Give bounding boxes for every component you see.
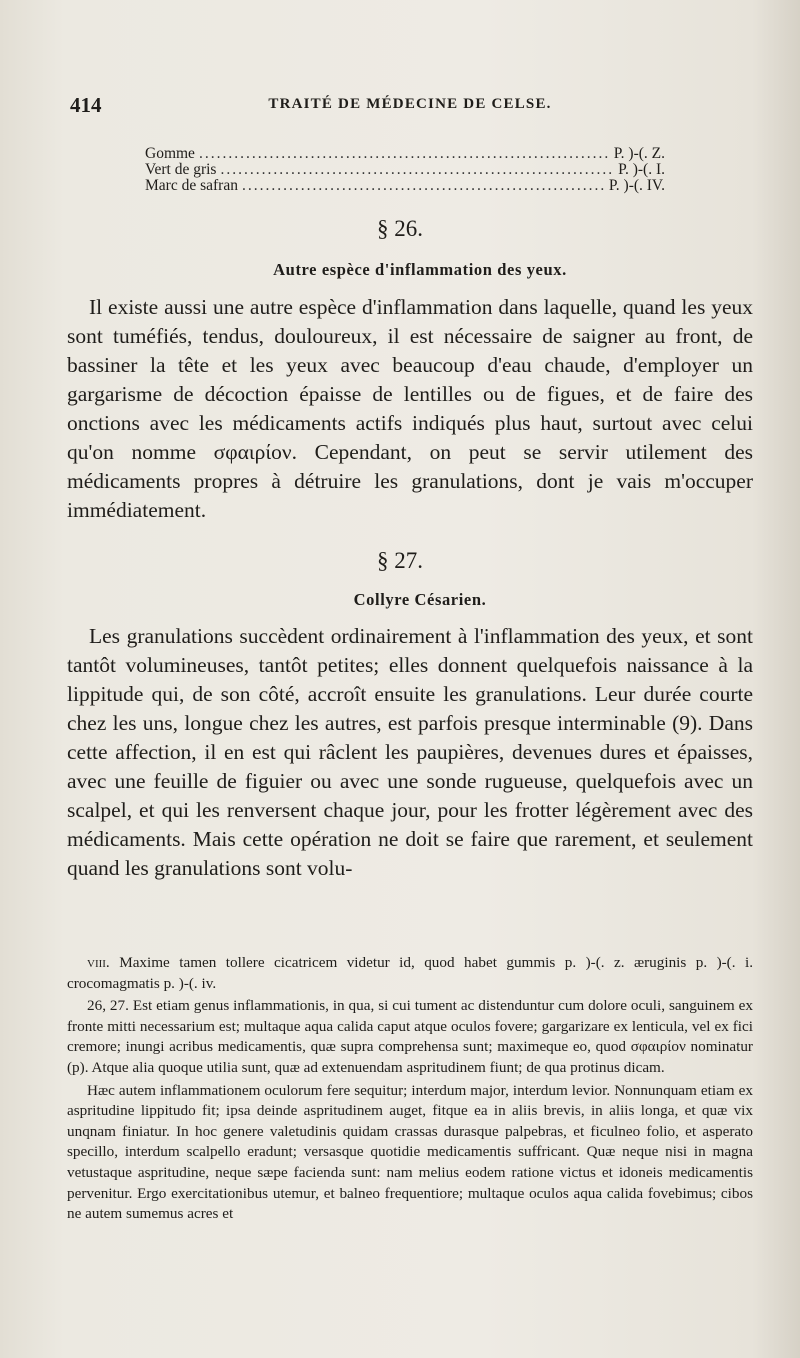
latin-note (67, 953, 753, 994)
section-26-text-b: . Cependant, on peut se servir utilement des médicaments propres à détruire les granulations, dont je vais m'occuper immédiatement. (67, 440, 753, 522)
ingredient-row (145, 178, 665, 194)
ingredient-quantity: P. )-(. I. (618, 162, 665, 178)
section-27-text: Les granulations succèdent ordinairement à l'inflammation des yeux, et sont tantôt volumineuses, tantôt petites; elles donnent quelquefois naissance à la lippitude qui, de son côté, accroît ensuite les granulations. Leur durée courte chez les uns, longue chez les autres, est parfois presque interminable (9). Dans cette affection, il en est qui râclent les paupières, devenues dures et épaisses, avec une feuille de figuier ou avec une sonde rugueuse, quelquefois avec un scalpel, et qui les renversent chaque jour, pour les frotter légèrement avec des médicaments. Mais cette opération ne doit se faire que rarement, et seulement quand les granulations sont volu- (67, 624, 753, 880)
note-text-b: nominatur (p). Atque alia quoque utilia sunt, quæ ad extenuendam aspritudinem fiunt; de qua protinus dicam. (67, 1038, 753, 1076)
latin-note (67, 996, 753, 1078)
section-26-paragraph (67, 293, 753, 525)
leader-dots (220, 162, 614, 178)
running-title: TRAITÉ DE MÉDECINE DE CELSE. (268, 96, 552, 112)
greek-term: σφαιρίον (630, 1038, 686, 1056)
section-26-number: § 26. (377, 216, 423, 241)
note-text: Maxime tamen tollere cicatricem videtur id, quod habet gummis p. )-(. z. æruginis p. )-(. i. crocomagmatis p. )-(. iv. (67, 954, 754, 992)
note-text: Hæc autem inflammationem oculorum fere sequitur; interdum major, interdum levior. Nonnunquam etiam ex aspritudine lippitudo fit; ipsa deinde aspritudinem auget, fitque ea in aliis brevis, in aliis longa, et quæ vix unqnam finiatur. In hoc genere valetudinis quidam crassas durasque palpebras, et ficulneo folio, et asperato specillo, interdum scalpello eradunt; versasque quotidie medicamentis suffricant. Quæ neque nisi in magna vetustaque aspritudine, neque sæpe facienda sunt: nam melius eodem ratione victus et idoneis medicamentis pervenitur. Ergo exercitationibus utemur, et balneo frequentiore; multaque oculos aqua calida fovebimus; cibos ne autem sumemus acres et (67, 1081, 753, 1223)
section-27-number: § 27. (377, 548, 423, 573)
section-26-text-a: Il existe aussi une autre espèce d'inflammation dans laquelle, quand les yeux sont tuméfiés, tendus, douloureux, il est nécessaire de saigner au front, de bassiner la tête et les yeux avec beaucoup d'eau chaude, d'employer un gargarisme de décoction épaisse de lentilles ou de figues, et de faire des onctions avec les médicaments actifs indiqués plus haut, surtout avec celui qu'on nomme (67, 295, 753, 464)
leader-dots (242, 178, 605, 194)
ingredient-row (145, 162, 665, 178)
page-number: 414 (70, 93, 102, 117)
section-27-paragraph (67, 622, 753, 883)
ingredient-quantity: P. )-(. Z. (613, 146, 665, 162)
latin-footnotes (67, 953, 753, 1227)
ingredient-name: Marc de safran (145, 178, 238, 194)
note-label: 26, 27. (87, 997, 129, 1015)
ingredient-name: Vert de gris (145, 162, 217, 178)
note-label: viii. (87, 954, 110, 971)
latin-note (67, 1081, 753, 1225)
ingredient-list (145, 146, 665, 194)
page-header (70, 93, 750, 117)
ingredient-quantity: P. )-(. IV. (608, 178, 665, 194)
ingredient-name: Gomme (145, 146, 195, 162)
note-text-a: Est etiam genus inflammationis, in qua, si cui tument ac distenduntur cum dolore oculi, sanguinem ex fronte mitti necessarium est; multaque aqua calida caput atque oculos fovere; gargarizare ex lenticula, vel ex fici cremore; inungi acribus medicamentis, quæ supra comprehensa sunt; maximeque eo, quod (67, 997, 754, 1056)
section-26-title: Autre espèce d'inflammation des yeux. (273, 260, 567, 279)
ingredient-row (145, 146, 665, 162)
section-27-title: Collyre Césarien. (353, 590, 487, 609)
greek-term: σφαιρίον (213, 440, 292, 464)
leader-dots (199, 146, 610, 162)
